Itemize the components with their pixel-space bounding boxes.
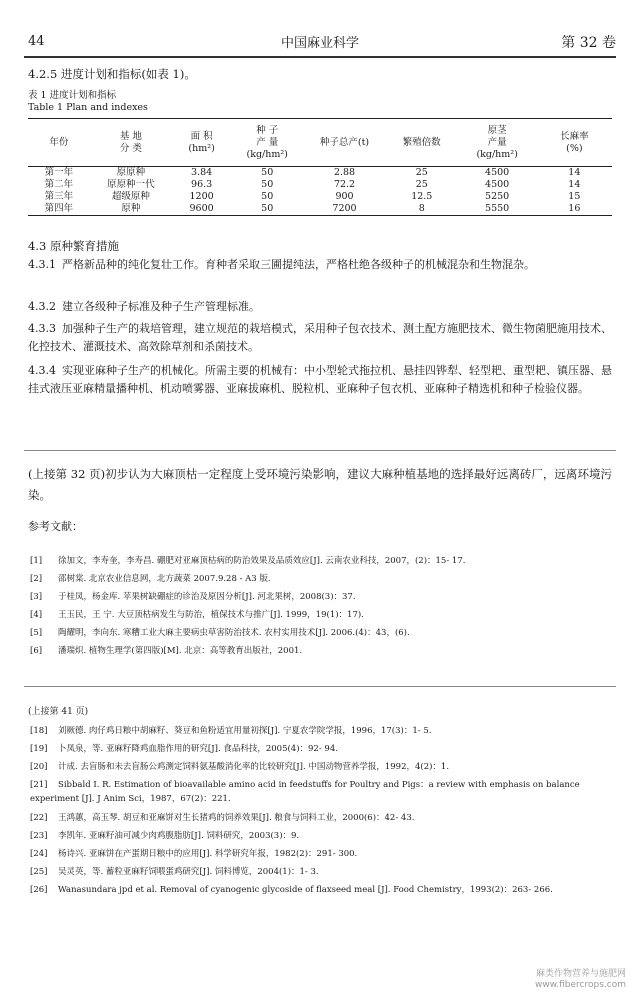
table-cell: 第一年	[44, 167, 74, 178]
table-cell: 原原种	[116, 167, 146, 178]
table-cell: 8	[418, 203, 425, 214]
reference-item: [19] 卜凤泉，等. 亚麻籽降鸡血脂作用的研究[J]. 食品科技，2005(4)：92- 94.	[30, 744, 338, 754]
col-header-year: 年份	[49, 136, 69, 148]
table-cell: 4500	[485, 167, 510, 178]
table-cell: 12.5	[411, 191, 433, 202]
table-cell: 72.2	[333, 179, 356, 190]
reference-item: [25] 吴灵英，等. 蓄粒亚麻籽饲喂蛋鸡研究[J]. 饲料博览，2004(1)：1- 3.	[30, 867, 319, 877]
item-text: 严格新品种的纯化复壮工作。育种者采取三圃提纯法，严格杜绝各级种子的机械混杂和生物混杂。	[62, 258, 535, 271]
col-header-total-seed: 种子总产(t)	[319, 136, 370, 148]
section-divider	[24, 686, 616, 687]
reference-item: [18] 刘厥德. 肉仔鸡日粮中胡麻籽、葵豆和鱼粉适宜用量初探[J]. 宁夏农学院学报，1996，17(3)：1- 5.	[30, 726, 432, 736]
table-cell: 第四年	[44, 203, 74, 214]
journal-title: 中国麻业科学	[280, 36, 359, 51]
references-heading: 参考文献：	[28, 520, 83, 533]
paragraph-4-3-3	[28, 320, 612, 356]
col-header-stem-yield: 原茎 产量 (kg/hm²)	[476, 124, 518, 160]
table-cell: 4500	[485, 179, 510, 190]
reference-item: [20] 计成. 去盲肠和未去盲肠公鸡测定饲料氨基酸消化率的比较研究[J]. 中国动物营养学报，1992，4(2)：1.	[30, 762, 450, 772]
table-cell: 2.88	[333, 167, 356, 178]
table-header-row	[28, 119, 612, 167]
table-caption-en: Table 1 Plan and indexes	[28, 102, 148, 113]
item-number: 4.3.2	[28, 300, 56, 313]
col-header-base-type: 基 地 分 类	[119, 130, 142, 154]
table-cell: 15	[568, 191, 581, 202]
col-header-area: 面 积 (hm²)	[188, 130, 215, 154]
reference-list-b	[30, 722, 610, 899]
table-cell: 50	[261, 167, 274, 178]
table-cell: 1200	[189, 191, 214, 202]
reference-item: [6] 潘瑞炽. 植物生理学(第四版)[M]. 北京：高等教育出版社，2001.	[30, 646, 303, 656]
header-rule	[24, 56, 616, 58]
reference-item: [3] 于桂凤，杨金库. 苹果树缺硼症的诊治及原因分析[J]. 河北果树，2008(3)：37.	[30, 592, 356, 602]
reference-item: [23] 李凯年. 亚麻籽油可减少肉鸡腹脂肪[J]. 饲料研究，2003(3)：9.	[30, 831, 300, 841]
reference-item: [2] 邵树棠. 北京农业信息网，北方蔬菜 2007.9.28 - A3 版.	[30, 574, 271, 584]
col-header-fiber-rate: 长麻率 (%)	[560, 130, 589, 154]
table-cell: 14	[568, 179, 581, 190]
table-cell: 25	[415, 179, 428, 190]
reference-list-a	[30, 552, 610, 660]
table-cell: 50	[261, 191, 274, 202]
volume-label: 第 32 卷	[561, 35, 616, 51]
table-cell: 50	[261, 179, 274, 190]
reference-item: [22] 王鸿蕙，高玉琴. 胡豆和亚麻饼对生长猪鸡的饲养效果[J]. 粮食与饲料工业，2000(6)：42- 43.	[30, 813, 415, 823]
watermark-url: www.fibercrops.com	[535, 980, 626, 990]
running-header	[24, 30, 616, 54]
watermark-site-name: 麻类作物营养与施肥网	[535, 969, 626, 979]
table-cell: 9600	[189, 203, 214, 214]
table-cell: 原原种一代	[107, 179, 155, 190]
table-cell: 超级原种	[111, 191, 150, 202]
reference-item: [4] 王玉民，王 宁. 大豆顶枯病发生与防治，植保技术与推广[J]. 1999，19(1)：17).	[30, 610, 364, 620]
table-cell: 16	[568, 203, 581, 214]
continued-from-page-41: (上接第 41 页)	[28, 707, 89, 717]
paragraph-4-3-1	[28, 256, 612, 274]
continued-from-page-32: (上接第 32 页)初步认为大麻顶枯一定程度上受环境污染影响，建议大麻种植基地的选择最好远离砖厂，远离环境污染。	[28, 467, 612, 502]
reference-item: [21] Sibbald I. R. Estimation of bioavailable amino acid in feedstuffs for Poultry and Pigs：a review with emphasis on balance experiment [J]. J Anim Sci，1987，67(2)：221.	[30, 780, 580, 804]
table-cell: 96.3	[191, 179, 213, 190]
item-text: 建立各级种子标准及种子生产管理标准。	[62, 300, 260, 313]
table-cell: 3.84	[191, 167, 213, 178]
table-cell: 900	[335, 191, 354, 202]
table-cell: 原种	[121, 203, 141, 214]
item-number: 4.3.1	[28, 258, 56, 271]
table-row	[28, 203, 612, 216]
section-divider	[24, 450, 616, 451]
table-cell: 第二年	[44, 179, 74, 190]
item-text: 加强种子生产的栽培管理，建立规范的栽培模式，采用种子包衣技术、测土配方施肥技术、微生物菌肥施用技术、化控技术、灌溉技术、高效除草剂和杀菌技术。	[28, 322, 612, 353]
table-row	[28, 167, 612, 180]
section-4-3-title: 4.3 原种繁育措施	[28, 239, 119, 253]
table-cell: 7200	[332, 203, 357, 214]
item-text: 实现亚麻种子生产的机械化。所需主要的机械有：中小型轮式拖拉机、悬挂四铧犁、轻型耙、重型耙、镇压器、悬挂式液压亚麻精量播种机、机动喷雾器、亚麻拔麻机、脱粒机、亚麻种子包衣机、亚麻种子精选机和种子检验仪器。	[28, 364, 612, 395]
item-number: 4.3.4	[28, 364, 56, 377]
page-number: 44	[28, 34, 45, 49]
table-cell: 第三年	[44, 191, 74, 202]
reference-item: [26] Wanasundara jpd et al. Removal of cyanogenic glycoside of flaxseed meal [J]. Food Chemistry，1993(2)：263- 266.	[30, 885, 553, 895]
item-number: 4.3.3	[28, 322, 56, 335]
section-4-2-5-title: 4.2.5 进度计划和指标(如表 1)。	[28, 67, 196, 81]
table-cell: 5250	[485, 191, 510, 202]
col-header-multiplier: 繁殖倍数	[402, 136, 441, 148]
table-cell: 50	[261, 203, 274, 214]
reference-item: [1] 徐加文，李寿奎，李寿昌. 硼肥对亚麻顶枯病的防治效果及品质效应[J]. 云南农业科技，2007，(2)：15- 17.	[30, 556, 466, 566]
table-cell: 25	[415, 167, 428, 178]
paragraph-4-3-2	[28, 298, 612, 316]
table-caption-cn: 表 1 进度计划和指标	[28, 90, 117, 101]
plan-table	[28, 118, 612, 216]
reference-item: [24] 杨诗兴. 亚麻饼在产蛋期日粮中的应用[J]. 科学研究年报，1982(2)：291- 300.	[30, 849, 358, 859]
table-row	[28, 179, 612, 191]
table-cell: 5550	[485, 203, 510, 214]
table-cell: 14	[568, 167, 581, 178]
paragraph-4-3-4	[28, 362, 612, 398]
reference-item: [5] 陶耀明，李向东. 寒糟工业大麻主要病虫草害防治技术. 农村实用技术[J]. 2006.(4)：43，(6).	[30, 628, 410, 638]
col-header-seed-yield: 种 子 产 量 (kg/hm²)	[246, 124, 288, 160]
table-row	[28, 191, 612, 203]
